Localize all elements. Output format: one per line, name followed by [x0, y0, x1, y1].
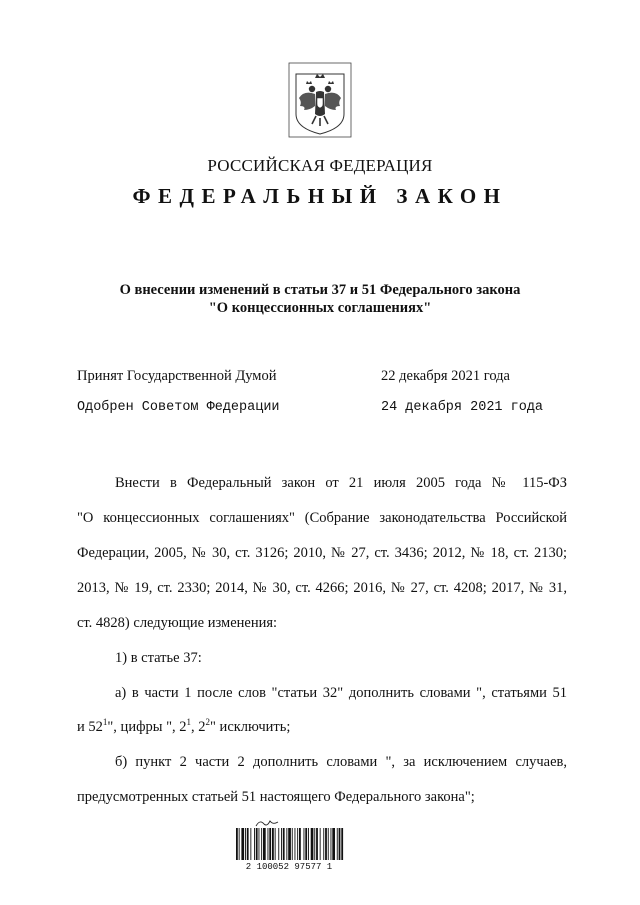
- country-heading: РОССИЙСКАЯ ФЕДЕРАЦИЯ: [207, 156, 433, 175]
- barcode-bar: [272, 828, 274, 860]
- barcode-bar: [254, 828, 255, 860]
- law-title: [0, 281, 640, 317]
- barcode-bar: [259, 828, 260, 860]
- barcode-bar: [295, 828, 296, 860]
- barcode-bar: [305, 828, 307, 860]
- barcode-number: 2 100052 97577 1: [245, 862, 333, 872]
- item-1: 1) в статье 37:: [115, 650, 202, 666]
- barcode-bar: [325, 828, 327, 860]
- barcode-bar: [268, 828, 269, 860]
- barcode: [234, 818, 344, 874]
- barcode-bar: [292, 828, 293, 860]
- approved-by-council-date: 24 декабря 2021 года: [381, 400, 544, 415]
- barcode-bar: [311, 828, 314, 860]
- coat-of-arms-emblem: [288, 62, 352, 138]
- barcode-bar: [288, 828, 291, 860]
- barcode-bar: [308, 828, 309, 860]
- barcode-bar: [275, 828, 276, 860]
- law-type-heading: ФЕДЕРАЛЬНЫЙ ЗАКОН: [132, 184, 508, 208]
- adopted-by-duma-date: 22 декабря 2021 года: [381, 368, 510, 384]
- barcode-bar: [241, 828, 244, 860]
- intro-line-1: Внести в Федеральный закон от 21 июля 2005 года № 115-ФЗ: [115, 475, 567, 491]
- barcode-bar: [341, 828, 343, 860]
- barcode-bar: [263, 828, 266, 860]
- item-b-line-1: б) пункт 2 части 2 дополнить словами ", за исключением случаев,: [115, 754, 567, 770]
- barcode-bar: [332, 828, 335, 860]
- intro-line-5: ст. 4828) следующие изменения:: [77, 615, 278, 631]
- item-a-line-2: и $52^1$", цифры ", $2^1$, $2^2$" исключить;: [77, 717, 291, 735]
- item-a-line-1: а) в части 1 после слов "статьи 32" дополнить словами ", статьями 51: [115, 685, 567, 701]
- barcode-bar: [299, 828, 301, 860]
- intro-line-2: "О концессионных соглашениях" (Собрание законодательства Российской: [77, 510, 567, 526]
- barcode-bar: [314, 828, 315, 860]
- barcode-bar: [339, 828, 341, 860]
- barcode-bar: [281, 828, 282, 860]
- barcode-bar: [250, 828, 251, 860]
- barcode-bar: [261, 828, 262, 860]
- barcode-bar: [337, 828, 338, 860]
- approved-by-council-label: Одобрен Советом Федерации: [77, 400, 280, 415]
- barcode-bar: [323, 828, 324, 860]
- barcode-bar: [297, 828, 298, 860]
- barcode-bar: [283, 828, 285, 860]
- barcode-bar: [247, 828, 249, 860]
- barcode-bar: [331, 828, 332, 860]
- law-title-line-2: "О концессионных соглашениях": [208, 300, 432, 316]
- barcode-bar: [316, 828, 318, 860]
- barcode-bar: [328, 828, 329, 860]
- item-b-line-2: предусмотренных статьей 51 настоящего Федерального закона";: [77, 789, 475, 805]
- barcode-bar: [286, 828, 287, 860]
- barcode-bar: [239, 828, 240, 860]
- barcode-bar: [245, 828, 246, 860]
- barcode-bars: [234, 828, 344, 860]
- barcode-bar: [278, 828, 279, 860]
- barcode-bar: [304, 828, 305, 860]
- adopted-by-duma-label: Принят Государственной Думой: [77, 368, 277, 384]
- barcode-bar: [236, 828, 238, 860]
- intro-line-3: Федерации, 2005, № 30, ст. 3126; 2010, № 27, ст. 3436; 2012, № 18, ст. 2130;: [77, 545, 567, 561]
- barcode-bar: [269, 828, 271, 860]
- barcode-bar: [256, 828, 258, 860]
- barcode-bar: [320, 828, 321, 860]
- law-title-line-1: О внесении изменений в статьи 37 и 51 Федерального закона: [119, 282, 521, 298]
- registration-mark-signature: [254, 818, 284, 828]
- intro-line-4: 2013, № 19, ст. 2330; 2014, № 30, ст. 4266; 2016, № 27, ст. 4208; 2017, № 31,: [77, 580, 567, 596]
